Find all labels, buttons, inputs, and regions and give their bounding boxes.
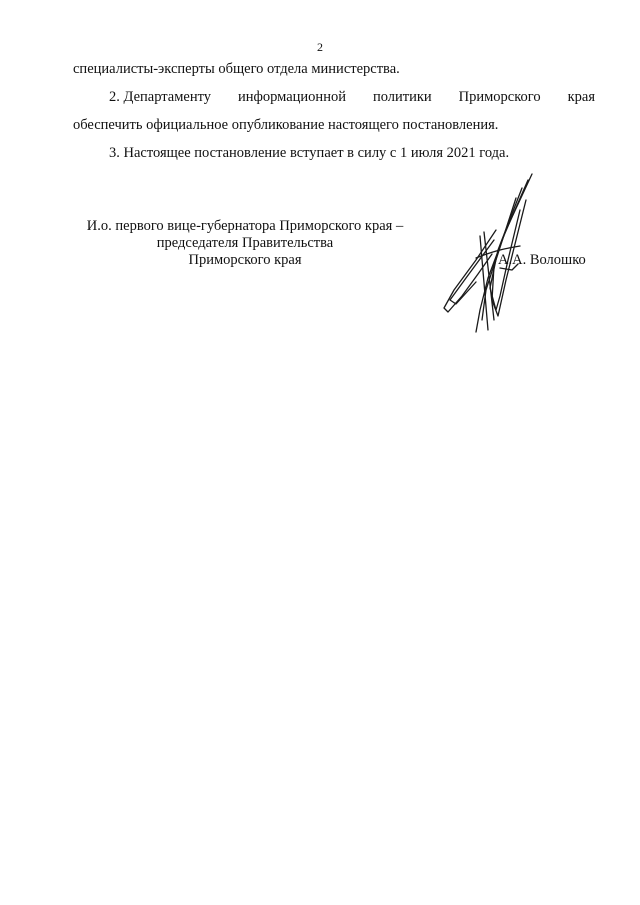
signer-name: А.А. Волошко: [498, 252, 586, 268]
position-line: И.о. первого вице-губернатора Приморского края –: [86, 218, 404, 234]
paragraph-2-word: 2. Департаменту: [109, 89, 211, 105]
paragraph-2-first-line: [109, 89, 595, 106]
paragraph-3: 3. Настоящее постановление вступает в силу с 1 июля 2021 года.: [109, 145, 510, 161]
paragraph-2-word: политики: [372, 89, 432, 105]
position-line: Приморского края: [188, 252, 302, 268]
paragraph-2-word: края: [567, 89, 595, 105]
paragraph-1-continuation: специалисты-эксперты общего отдела министерства.: [73, 61, 400, 77]
paragraph-2-continuation: обеспечить официальное опубликование настоящего постановления.: [73, 117, 499, 133]
signatory-position: [60, 218, 430, 269]
paragraph-2-word: Приморского: [458, 89, 541, 105]
position-line: председателя Правительства: [156, 235, 334, 251]
paragraph-2-word: информационной: [237, 89, 346, 105]
page-number: 2: [317, 40, 323, 54]
